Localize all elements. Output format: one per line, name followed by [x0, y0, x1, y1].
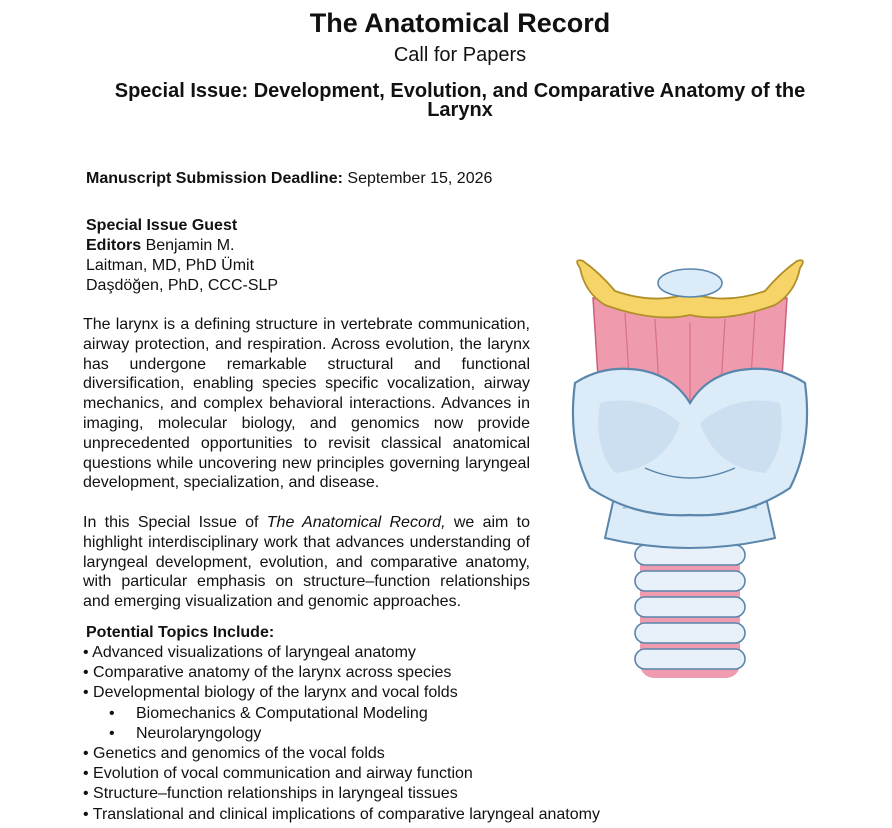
- intro-paragraph: The larynx is a defining structure in vertebrate communication, airway protection, and respiration. Across evolution, the larynx has undergone remarkable structural and functional diversification, enabling species specific vocalization, airway mechanics, and complex behavioral interactions. Advances in imaging, molecular biology, and genomics now provide unprecedented opportunities to revisit classical anatomical questions while uncovering new principles governing laryngeal development, specialization, and disease.: [83, 316, 530, 492]
- editors-text-line1: Benjamin M.: [141, 237, 235, 254]
- sub-item-label: Neurolaryngology: [136, 724, 262, 742]
- list-item-sub: [83, 724, 600, 744]
- bullet-icon: •: [109, 704, 115, 722]
- list-item: • Translational and clinical implications of comparative laryngeal anatomy: [83, 805, 600, 823]
- call-for-papers-subtitle: Call for Papers: [393, 44, 527, 66]
- deadline-label: Manuscript Submission Deadline:: [86, 170, 343, 187]
- editors-text-line2: Laitman, MD, PhD Ümit: [86, 257, 255, 274]
- topics-list: [83, 643, 600, 825]
- list-item-sub: [83, 704, 600, 724]
- special-issue-title: Special Issue: Development, Evolution, and Comparative Anatomy of the Larynx: [114, 80, 806, 121]
- editors-label-line1: Special Issue Guest: [86, 217, 238, 234]
- larynx-illustration: [545, 253, 830, 683]
- list-item: • Comparative anatomy of the larynx across species: [83, 664, 452, 682]
- guest-editors: [86, 216, 306, 296]
- bullet-icon: •: [109, 724, 115, 742]
- list-item: • Advanced visualizations of laryngeal anatomy: [83, 644, 416, 661]
- list-item: • Evolution of vocal communication and airway function: [83, 765, 473, 783]
- sub-item-label: Biomechanics & Computational Modeling: [136, 704, 428, 722]
- aim-journal-name: The Anatomical Record,: [266, 514, 446, 531]
- aim-text-after: we aim to highlight interdisciplinary work that advances understanding of laryngeal development, evolution, and comparative anatomy, with particular emphasis on structure–function relationships and emerging visualization and genomic approaches.: [83, 514, 530, 611]
- editors-text-line3: Daşdöğen, PhD, CCC-SLP: [86, 277, 279, 294]
- journal-title: The Anatomical Record: [309, 8, 611, 38]
- editors-label-line2: Editors: [86, 237, 142, 254]
- aim-paragraph: [83, 513, 530, 612]
- submission-deadline: [86, 170, 492, 188]
- aim-text-before: In this Special Issue of: [83, 514, 267, 531]
- topics-heading: Potential Topics Include:: [86, 624, 275, 641]
- deadline-date: September 15, 2026: [347, 170, 493, 187]
- list-item: • Structure–function relationships in laryngeal tissues: [83, 785, 458, 803]
- list-item: • Genetics and genomics of the vocal folds: [83, 745, 385, 763]
- list-item: • Developmental biology of the larynx and vocal folds: [83, 684, 458, 702]
